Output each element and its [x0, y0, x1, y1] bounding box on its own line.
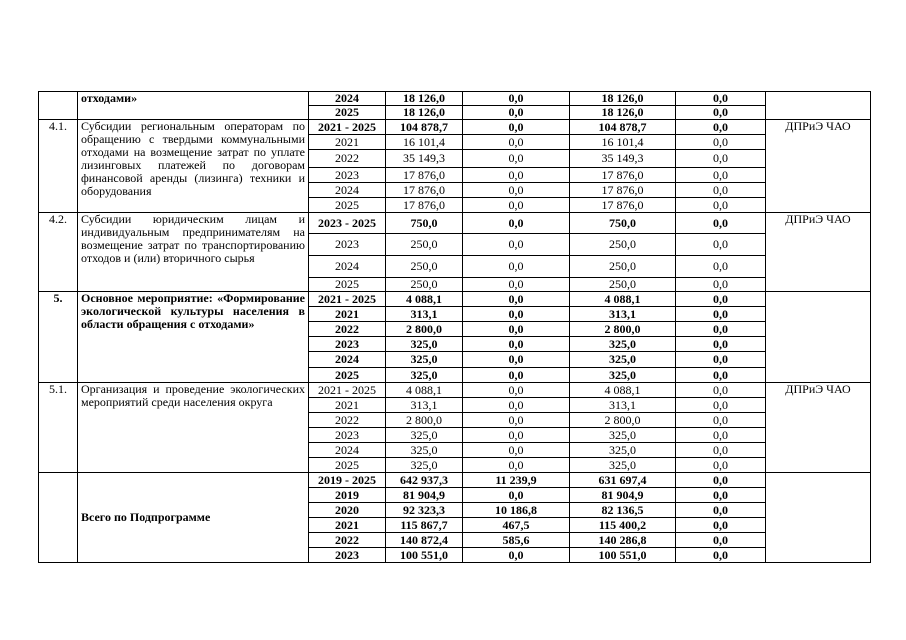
other-cell: 0,0	[676, 548, 766, 563]
federal-cell: 467,5	[463, 518, 570, 533]
period-cell: 2021	[309, 398, 386, 413]
period-cell: 2025	[309, 198, 386, 213]
total-cell: 325,0	[386, 443, 463, 458]
regional-cell: 325,0	[570, 443, 676, 458]
federal-cell: 0,0	[463, 307, 570, 322]
federal-cell: 0,0	[463, 383, 570, 398]
period-cell: 2021	[309, 135, 386, 150]
other-cell: 0,0	[676, 488, 766, 503]
total-cell: 16 101,4	[386, 135, 463, 150]
total-cell: 750,0	[386, 213, 463, 234]
total-cell: 2 800,0	[386, 322, 463, 337]
total-cell: 2 800,0	[386, 413, 463, 428]
table-row	[39, 213, 871, 234]
item-name: Основное мероприятие: «Формирование экологической культуры населения в области обращения с отходами»	[78, 292, 309, 383]
federal-cell: 0,0	[463, 548, 570, 563]
federal-cell: 585,6	[463, 533, 570, 548]
other-cell: 0,0	[676, 183, 766, 198]
item-name: Субсидии региональным операторам по обращению с твердыми коммунальными отходами на возмещение затрат по уплате лизинговых платежей по договорам финансовой аренды (лизинга) техники и оборудования	[78, 120, 309, 213]
regional-cell: 18 126,0	[570, 92, 676, 106]
total-cell: 4 088,1	[386, 292, 463, 307]
period-cell: 2023	[309, 337, 386, 352]
executor-cell	[766, 473, 871, 563]
regional-cell: 104 878,7	[570, 120, 676, 135]
period-cell: 2023 - 2025	[309, 213, 386, 234]
other-cell: 0,0	[676, 256, 766, 278]
other-cell: 0,0	[676, 168, 766, 183]
period-cell: 2021	[309, 307, 386, 322]
federal-cell: 0,0	[463, 322, 570, 337]
executor-cell: ДПРиЭ ЧАО	[766, 213, 871, 292]
budget-table	[38, 91, 871, 563]
federal-cell: 0,0	[463, 92, 570, 106]
period-cell: 2021 - 2025	[309, 383, 386, 398]
other-cell: 0,0	[676, 458, 766, 473]
item-number	[39, 92, 78, 120]
period-cell: 2023	[309, 168, 386, 183]
regional-cell: 140 286,8	[570, 533, 676, 548]
period-cell: 2022	[309, 322, 386, 337]
other-cell: 0,0	[676, 428, 766, 443]
regional-cell: 17 876,0	[570, 168, 676, 183]
total-cell: 18 126,0	[386, 106, 463, 120]
period-cell: 2021	[309, 518, 386, 533]
other-cell: 0,0	[676, 518, 766, 533]
other-cell: 0,0	[676, 473, 766, 488]
regional-cell: 82 136,5	[570, 503, 676, 518]
other-cell: 0,0	[676, 213, 766, 234]
regional-cell: 325,0	[570, 352, 676, 368]
executor-cell	[766, 292, 871, 383]
total-cell: 325,0	[386, 458, 463, 473]
federal-cell: 0,0	[463, 337, 570, 352]
federal-cell: 0,0	[463, 120, 570, 135]
federal-cell: 0,0	[463, 428, 570, 443]
period-cell: 2021 - 2025	[309, 120, 386, 135]
total-cell: 313,1	[386, 307, 463, 322]
total-cell: 325,0	[386, 368, 463, 383]
item-number: 5.	[39, 292, 78, 383]
total-cell: 35 149,3	[386, 150, 463, 168]
other-cell: 0,0	[676, 398, 766, 413]
regional-cell: 250,0	[570, 234, 676, 256]
table-body	[39, 92, 871, 563]
item-name: отходами»	[78, 92, 309, 120]
total-cell: 325,0	[386, 352, 463, 368]
federal-cell: 0,0	[463, 150, 570, 168]
federal-cell: 0,0	[463, 398, 570, 413]
total-cell: 313,1	[386, 398, 463, 413]
period-cell: 2025	[309, 368, 386, 383]
other-cell: 0,0	[676, 150, 766, 168]
federal-cell: 0,0	[463, 106, 570, 120]
table-row	[39, 292, 871, 307]
period-cell: 2022	[309, 533, 386, 548]
other-cell: 0,0	[676, 135, 766, 150]
regional-cell: 325,0	[570, 368, 676, 383]
federal-cell: 0,0	[463, 458, 570, 473]
regional-cell: 18 126,0	[570, 106, 676, 120]
other-cell: 0,0	[676, 503, 766, 518]
other-cell: 0,0	[676, 322, 766, 337]
other-cell: 0,0	[676, 383, 766, 398]
other-cell: 0,0	[676, 368, 766, 383]
item-number: 5.1.	[39, 383, 78, 473]
other-cell: 0,0	[676, 106, 766, 120]
period-cell: 2023	[309, 548, 386, 563]
period-cell: 2020	[309, 503, 386, 518]
table-row	[39, 473, 871, 488]
regional-cell: 4 088,1	[570, 383, 676, 398]
total-cell: 18 126,0	[386, 92, 463, 106]
executor-cell: ДПРиЭ ЧАО	[766, 120, 871, 213]
other-cell: 0,0	[676, 292, 766, 307]
total-cell: 100 551,0	[386, 548, 463, 563]
other-cell: 0,0	[676, 533, 766, 548]
total-cell: 81 904,9	[386, 488, 463, 503]
regional-cell: 631 697,4	[570, 473, 676, 488]
federal-cell: 0,0	[463, 292, 570, 307]
period-cell: 2025	[309, 458, 386, 473]
regional-cell: 81 904,9	[570, 488, 676, 503]
federal-cell: 0,0	[463, 278, 570, 292]
regional-cell: 100 551,0	[570, 548, 676, 563]
regional-cell: 750,0	[570, 213, 676, 234]
other-cell: 0,0	[676, 352, 766, 368]
federal-cell: 0,0	[463, 413, 570, 428]
other-cell: 0,0	[676, 120, 766, 135]
total-cell: 115 867,7	[386, 518, 463, 533]
item-name: Организация и проведение экологических мероприятий среди населения округа	[78, 383, 309, 473]
other-cell: 0,0	[676, 92, 766, 106]
period-cell: 2024	[309, 443, 386, 458]
federal-cell: 0,0	[463, 352, 570, 368]
period-cell: 2025	[309, 106, 386, 120]
federal-cell: 0,0	[463, 183, 570, 198]
regional-cell: 4 088,1	[570, 292, 676, 307]
period-cell: 2024	[309, 183, 386, 198]
total-cell: 17 876,0	[386, 183, 463, 198]
federal-cell: 0,0	[463, 488, 570, 503]
other-cell: 0,0	[676, 307, 766, 322]
total-cell: 104 878,7	[386, 120, 463, 135]
period-cell: 2024	[309, 92, 386, 106]
total-cell: 642 937,3	[386, 473, 463, 488]
total-cell: 17 876,0	[386, 198, 463, 213]
total-cell: 325,0	[386, 428, 463, 443]
federal-cell: 0,0	[463, 234, 570, 256]
period-cell: 2023	[309, 234, 386, 256]
period-cell: 2022	[309, 150, 386, 168]
period-cell: 2024	[309, 256, 386, 278]
federal-cell: 0,0	[463, 368, 570, 383]
item-name: Субсидии юридическим лицам и индивидуальным предпринимателям на возмещение затрат по транспортированию отходов и (или) вторичного сырья	[78, 213, 309, 292]
regional-cell: 250,0	[570, 256, 676, 278]
federal-cell: 10 186,8	[463, 503, 570, 518]
federal-cell: 0,0	[463, 168, 570, 183]
regional-cell: 2 800,0	[570, 413, 676, 428]
total-cell: 17 876,0	[386, 168, 463, 183]
total-cell: 250,0	[386, 256, 463, 278]
period-cell: 2023	[309, 428, 386, 443]
item-number: 4.2.	[39, 213, 78, 292]
regional-cell: 325,0	[570, 458, 676, 473]
regional-cell: 17 876,0	[570, 183, 676, 198]
period-cell: 2019	[309, 488, 386, 503]
federal-cell: 0,0	[463, 443, 570, 458]
federal-cell: 0,0	[463, 213, 570, 234]
regional-cell: 17 876,0	[570, 198, 676, 213]
other-cell: 0,0	[676, 234, 766, 256]
other-cell: 0,0	[676, 413, 766, 428]
item-number	[39, 473, 78, 563]
item-number: 4.1.	[39, 120, 78, 213]
federal-cell: 11 239,9	[463, 473, 570, 488]
total-cell: 250,0	[386, 234, 463, 256]
table-row	[39, 383, 871, 398]
total-cell: 250,0	[386, 278, 463, 292]
total-cell: 4 088,1	[386, 383, 463, 398]
other-cell: 0,0	[676, 198, 766, 213]
regional-cell: 250,0	[570, 278, 676, 292]
period-cell: 2021 - 2025	[309, 292, 386, 307]
regional-cell: 115 400,2	[570, 518, 676, 533]
executor-cell: ДПРиЭ ЧАО	[766, 383, 871, 473]
table-row	[39, 120, 871, 135]
regional-cell: 16 101,4	[570, 135, 676, 150]
federal-cell: 0,0	[463, 198, 570, 213]
regional-cell: 313,1	[570, 307, 676, 322]
period-cell: 2025	[309, 278, 386, 292]
total-cell: 325,0	[386, 337, 463, 352]
period-cell: 2024	[309, 352, 386, 368]
total-cell: 92 323,3	[386, 503, 463, 518]
executor-cell	[766, 92, 871, 120]
total-cell: 140 872,4	[386, 533, 463, 548]
item-name: Всего по Подпрограмме	[78, 473, 309, 563]
regional-cell: 313,1	[570, 398, 676, 413]
regional-cell: 325,0	[570, 428, 676, 443]
other-cell: 0,0	[676, 278, 766, 292]
period-cell: 2019 - 2025	[309, 473, 386, 488]
federal-cell: 0,0	[463, 135, 570, 150]
federal-cell: 0,0	[463, 256, 570, 278]
regional-cell: 2 800,0	[570, 322, 676, 337]
other-cell: 0,0	[676, 443, 766, 458]
regional-cell: 325,0	[570, 337, 676, 352]
table-row	[39, 92, 871, 106]
period-cell: 2022	[309, 413, 386, 428]
other-cell: 0,0	[676, 337, 766, 352]
regional-cell: 35 149,3	[570, 150, 676, 168]
